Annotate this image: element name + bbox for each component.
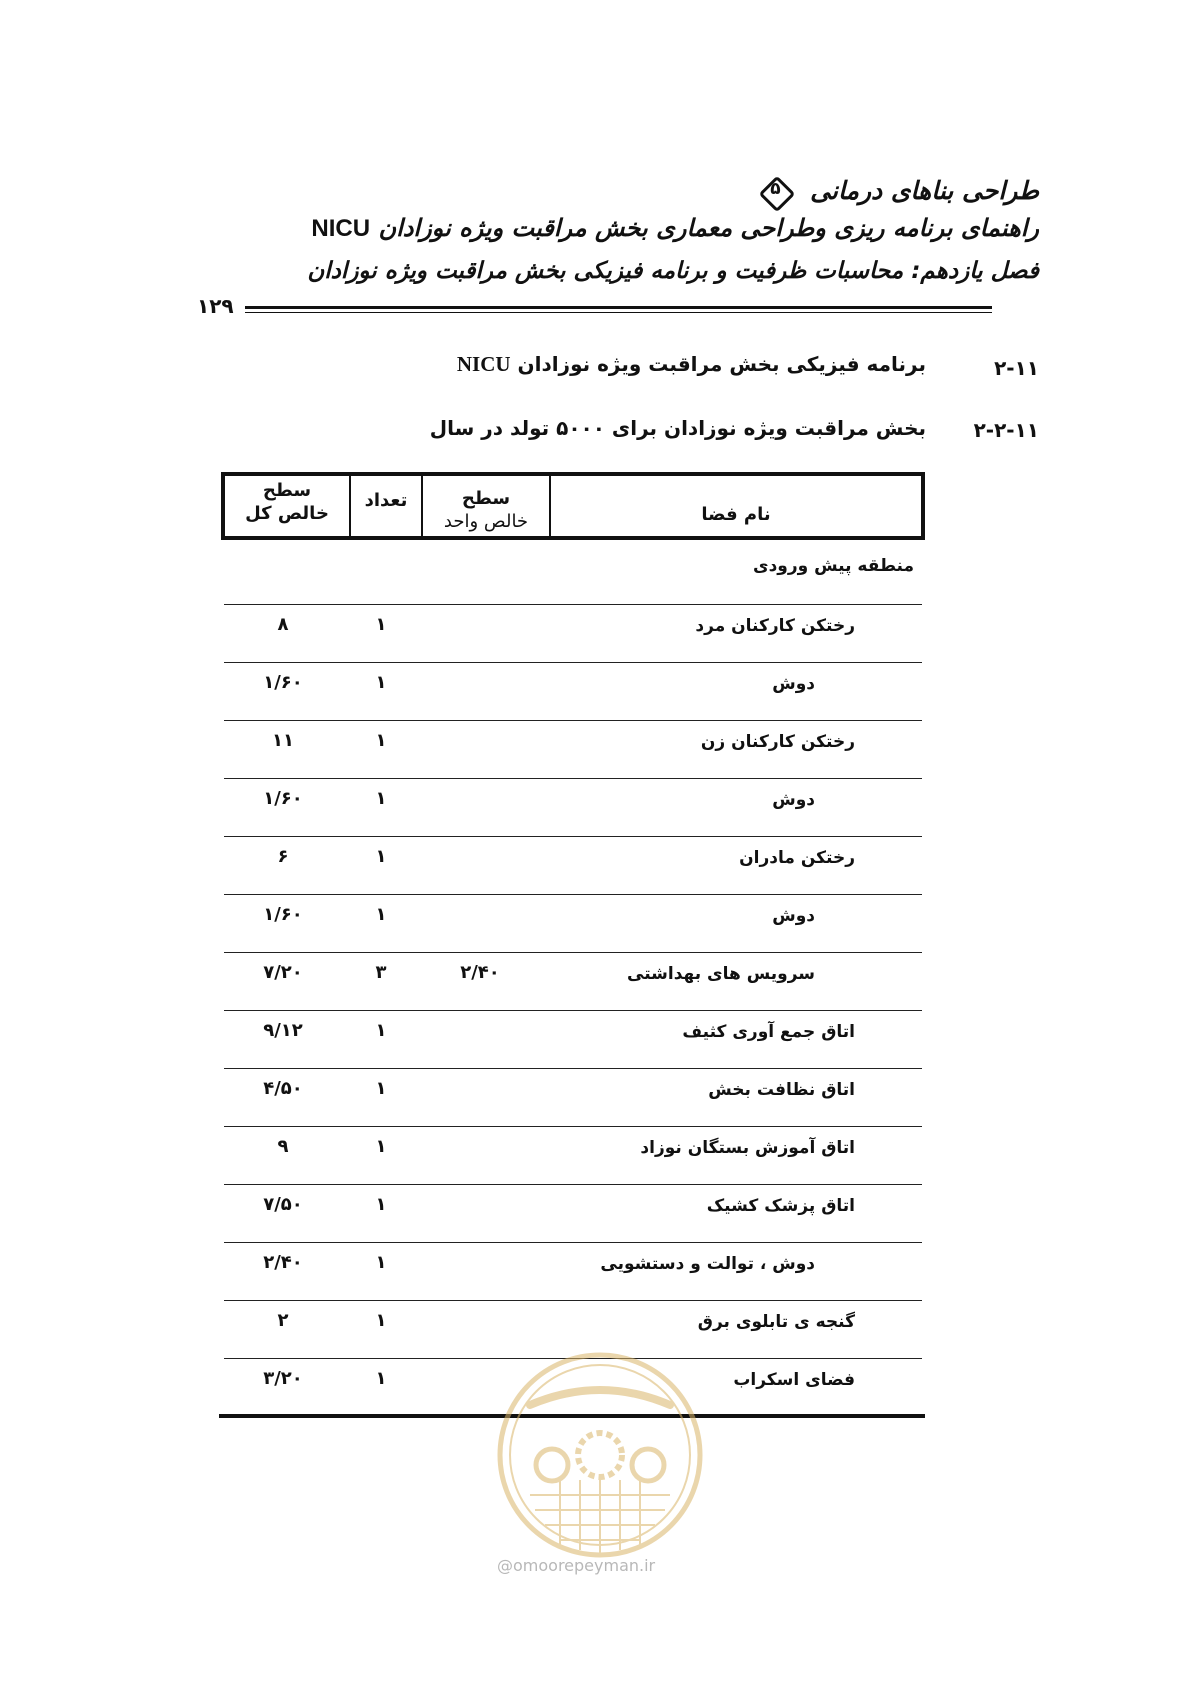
section-title-1-latin: NICU <box>456 352 511 376</box>
header-count <box>351 476 421 536</box>
table-row <box>0 780 1191 834</box>
row-count: ۱ <box>375 672 387 693</box>
section-title-2: بخش مراقبت ویژه نوزادان برای ۵۰۰۰ تولد در سال <box>429 416 926 440</box>
row-line <box>224 778 922 779</box>
row-total-area: ۶ <box>277 846 289 867</box>
row-line <box>224 720 922 721</box>
section-title-1 <box>457 352 926 377</box>
header-unit-area-line2: خالص واحد <box>443 511 529 532</box>
row-count: ۱ <box>375 846 387 867</box>
row-name: رختکن کارکنان زن <box>700 732 855 752</box>
row-count: ۱ <box>375 1136 387 1157</box>
header-total-area-line1: سطح <box>262 480 312 501</box>
row-line <box>224 662 922 663</box>
row-count: ۱ <box>375 1078 387 1099</box>
row-count: ۳ <box>375 962 387 983</box>
row-total-area: ۳/۲۰ <box>263 1368 303 1389</box>
row-name: اتاق پزشک کشیک <box>706 1196 855 1216</box>
chapter-badge-number: ۵ <box>770 179 781 199</box>
section-title-1-text: برنامه فیزیکی بخش مراقبت ویژه نوزادان <box>517 352 926 376</box>
row-name: رختکن مادران <box>739 848 855 868</box>
row-count: ۱ <box>375 1252 387 1273</box>
header-space-name-text: نام فضا <box>701 504 771 525</box>
guide-title-latin: NICU <box>311 215 371 242</box>
row-name: گنجه ی تابلوی برق <box>697 1312 855 1332</box>
header-space-name <box>551 476 921 536</box>
row-name: دوش <box>772 674 815 694</box>
row-name: اتاق آموزش بستگان نوزاد <box>640 1138 855 1158</box>
row-total-area: ۲ <box>277 1310 289 1331</box>
row-total-area: ۲/۴۰ <box>263 1252 303 1273</box>
row-total-area: ۱۱ <box>272 730 294 751</box>
table-row <box>0 722 1191 776</box>
row-total-area: ۱/۶۰ <box>263 788 303 809</box>
row-total-area: ۱/۶۰ <box>263 672 303 693</box>
row-total-area: ۸ <box>277 614 289 635</box>
guide-title <box>311 214 1039 243</box>
row-total-area: ۱/۶۰ <box>263 904 303 925</box>
row-line <box>224 1068 922 1069</box>
row-count: ۱ <box>375 904 387 925</box>
row-line <box>224 1126 922 1127</box>
table-row <box>0 838 1191 892</box>
row-total-area: ۴/۵۰ <box>263 1078 303 1099</box>
table-row <box>0 1070 1191 1124</box>
table-header <box>221 472 925 540</box>
header-rule-thin <box>245 312 992 313</box>
row-name: دوش ، توالت و دستشویی <box>600 1254 815 1274</box>
guide-title-text: راهنمای برنامه ریزی وطراحی معماری بخش مراقبت ویژه نوزادان <box>378 214 1039 242</box>
table-row <box>0 1244 1191 1298</box>
book-title <box>759 176 1039 208</box>
table-row <box>0 664 1191 718</box>
watermark-url: @omoorepeyman.ir <box>497 1556 656 1575</box>
row-name: دوش <box>772 790 815 810</box>
chapter-title: فصل یازدهم: محاسبات ظرفیت و برنامه فیزیکی بخش مراقبت ویژه نوزادان <box>307 258 1039 284</box>
header-total-area-line2: خالص کل <box>245 503 329 524</box>
row-count: ۱ <box>375 788 387 809</box>
table-row <box>0 1012 1191 1066</box>
header-count-text: تعداد <box>364 490 408 511</box>
chapter-badge <box>759 176 791 208</box>
row-line <box>224 1242 922 1243</box>
row-total-area: ۷/۵۰ <box>263 1194 303 1215</box>
row-name: رختکن کارکنان مرد <box>695 616 855 636</box>
row-line <box>224 1184 922 1185</box>
row-count: ۱ <box>375 614 387 635</box>
row-name: دوش <box>772 906 815 926</box>
group-label: منطقه پیش ورودی <box>753 556 914 576</box>
row-count: ۱ <box>375 1368 387 1389</box>
table-row <box>0 896 1191 950</box>
row-name: فضای اسکراب <box>733 1370 855 1390</box>
table-row <box>0 606 1191 660</box>
row-count: ۱ <box>375 1194 387 1215</box>
row-line <box>224 604 922 605</box>
section-number-1: ۲-۱۱ <box>994 356 1039 380</box>
watermark-logo-icon <box>490 1345 710 1565</box>
row-name: سرویس های بهداشتی <box>627 964 815 984</box>
row-count: ۱ <box>375 1310 387 1331</box>
header-rule-thick <box>245 306 992 309</box>
row-total-area: ۹ <box>277 1136 289 1157</box>
row-unit-area: ۲/۴۰ <box>460 962 500 983</box>
row-total-area: ۹/۱۲ <box>263 1020 303 1041</box>
row-count: ۱ <box>375 730 387 751</box>
table-row <box>0 1186 1191 1240</box>
book-title-text: طراحی بناهای درمانی <box>810 176 1039 205</box>
row-line <box>224 952 922 953</box>
row-name: اتاق نظافت بخش <box>708 1080 855 1100</box>
row-total-area: ۷/۲۰ <box>263 962 303 983</box>
row-count: ۱ <box>375 1020 387 1041</box>
header-total-area <box>225 476 349 536</box>
row-line <box>224 1300 922 1301</box>
table-row <box>0 954 1191 1008</box>
header-unit-area-line1: سطح <box>461 488 511 509</box>
section-number-2: ۲-۲-۱۱ <box>973 418 1039 442</box>
table-row <box>0 1128 1191 1182</box>
row-name: اتاق جمع آوری کثیف <box>682 1022 855 1042</box>
row-line <box>224 1010 922 1011</box>
row-line <box>224 836 922 837</box>
row-line <box>224 894 922 895</box>
header-unit-area <box>423 476 549 536</box>
page-number: ۱۲۹ <box>197 294 234 318</box>
